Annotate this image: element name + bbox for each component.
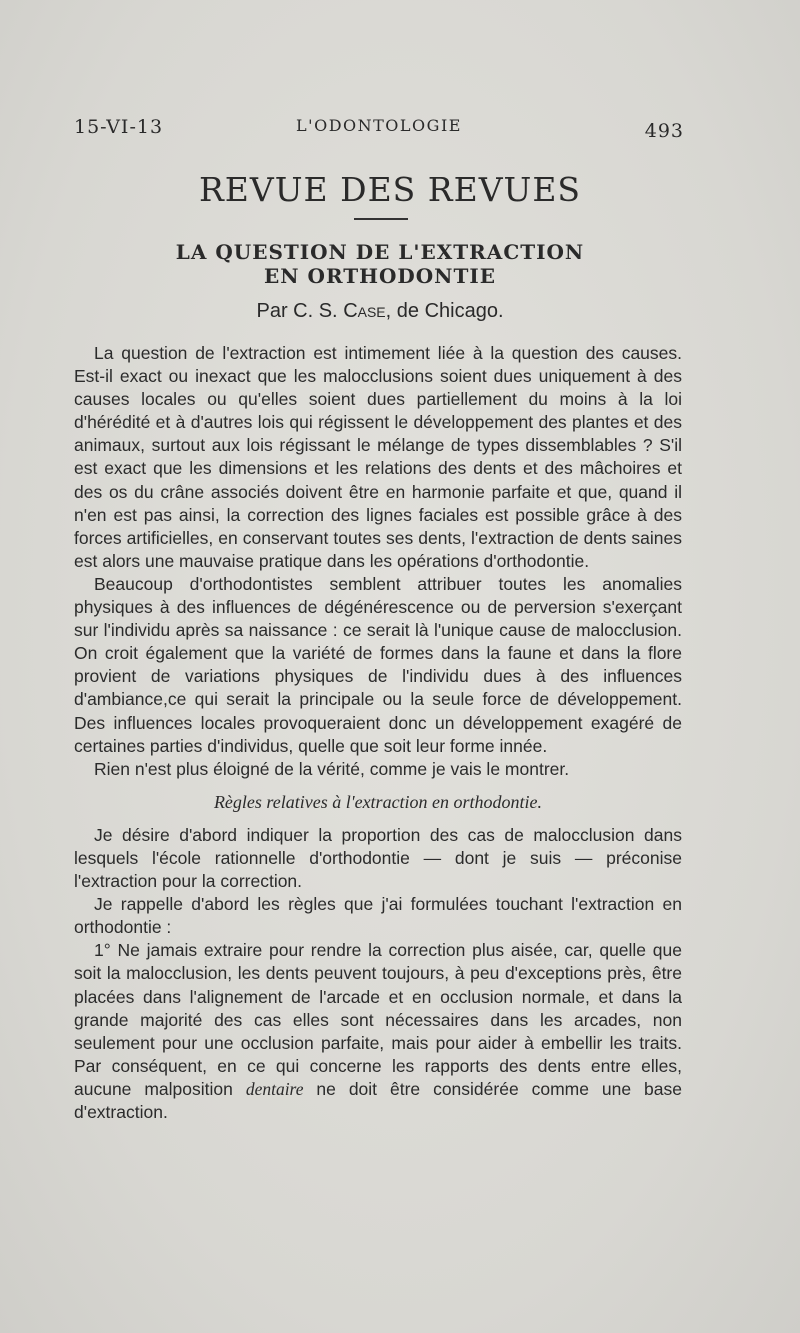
paragraph: Je rappelle d'abord les règles que j'ai formulées touchant l'extraction en orthodontie :: [74, 894, 682, 938]
title-divider: [354, 218, 408, 220]
rule-one-paragraph: [74, 939, 682, 1124]
article-body: [74, 342, 682, 1124]
journal-name: L'ODONTOLOGIE: [296, 116, 462, 135]
paragraph: Rien n'est plus éloigné de la vérité, comme je vais le montrer.: [94, 758, 570, 779]
byline: [0, 300, 760, 323]
rule-one-italic: dentaire: [245, 1078, 304, 1099]
paragraph: Beaucoup d'orthodontistes semblent attribuer toutes les anomalies physiques à des influences de dégénérescence ou de perversion s'exerçant sur l'individu après sa naissance : ce serait là l'unique cause de malocclusion. On croit également que la variété de formes dans la faune et dans la flore provient de variations physiques de l'individu dues à des influences d'ambiance,ce qui serait la principale ou la seule force de développement. Des influences locales provoqueraient donc un développement exagéré de certaines parties d'individus, quelle que soit leur forme innée.: [74, 573, 682, 756]
byline-prefix: Par C. S.: [256, 300, 344, 322]
paragraph: La question de l'extraction est intimement liée à la question des causes. Est-il exact ou inexact que les malocclusions soient dues uniquement à des causes locales ou qu'elles soient dues partiellement du moins à la loi d'hérédité et à d'autres lois qui régissent le développement des plantes et des animaux, surtout aux lois régissant le mélange de types dissemblables ? S'il est exact que les dimensions et les relations des dents et des mâchoires et des os du crâne associés doivent être en harmonie parfaite et que, quand il n'en est pas ainsi, la correction des lignes faciales est possible grâce à des forces artificielles, en conservant toutes ses dents, l'extraction de dents saines est alors une mauvaise pratique dans les opérations d'orthodontie.: [74, 343, 682, 571]
article-title-line-2: EN ORTHODONTIE: [264, 264, 496, 288]
byline-suffix: , de Chicago.: [385, 300, 504, 322]
article-title-line-1: LA QUESTION DE L'EXTRACTION: [175, 240, 585, 264]
section-title: REVUE DES REVUES: [198, 170, 582, 209]
rule-one-end: ne doit être considérée comme une base d'extraction.: [74, 1078, 683, 1122]
running-head: [74, 114, 684, 144]
paragraph: Je désire d'abord indiquer la proportion des cas de malocclusion dans lesquels l'école rationnelle d'orthodontie — dont je suis — préconise l'extraction pour la correction.: [74, 824, 682, 892]
rule-one-start: 1° Ne jamais extraire pour rendre la correction plus aisée, car, quelle que soit la malocclusion, les dents peuvent toujours, à peu d'exceptions près, être placées dans l'alignement de l'arcade et en occlusion normale, et dans la grande majorité des cas elles sont nécessaires dans les arcades, non seulement pour une occlusion parfaite, mais pour aider à embellir les traits. Par conséquent, en ce qui concerne les rapports des dents entre elles, aucune malposition: [74, 940, 682, 1099]
issue-date: 15-VI-13: [74, 116, 164, 138]
article-title: [0, 240, 760, 288]
subheading: Règles relatives à l'extraction en orthodontie.: [213, 791, 543, 812]
page-number: 493: [644, 120, 684, 142]
byline-author: Case: [343, 300, 386, 322]
